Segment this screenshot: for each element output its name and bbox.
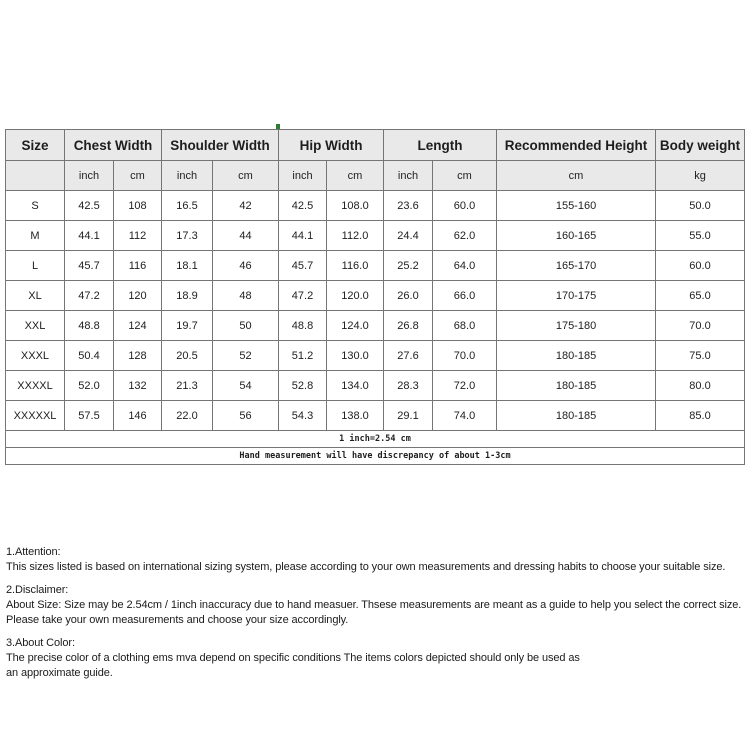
- notes-block: [6, 545, 746, 689]
- value-cell: 26.0: [384, 281, 433, 311]
- about-color-text-line2: an approximate guide.: [6, 667, 113, 679]
- value-cell: 54.3: [279, 401, 327, 431]
- disclaimer-text-line1: About Size: Size may be 2.54cm / 1inch inaccuracy due to hand measuer. Thsese measurements are meant as a guide to help you select the correct size.: [6, 599, 742, 611]
- value-cell: 19.7: [162, 311, 213, 341]
- value-cell: 42.5: [65, 191, 114, 221]
- unit-cell-cm: cm: [114, 161, 162, 191]
- value-cell: 70.0: [433, 341, 497, 371]
- unit-cell-cm: cm: [213, 161, 279, 191]
- value-cell: 45.7: [65, 251, 114, 281]
- value-cell: 165-170: [497, 251, 656, 281]
- attention-section: [6, 545, 746, 575]
- value-cell: 23.6: [384, 191, 433, 221]
- value-cell: 80.0: [656, 371, 745, 401]
- col-header-recommended-height: Recommended Height: [497, 130, 656, 161]
- value-cell: 56: [213, 401, 279, 431]
- value-cell: 50.0: [656, 191, 745, 221]
- value-cell: 108.0: [327, 191, 384, 221]
- value-cell: 132: [114, 371, 162, 401]
- value-cell: 112: [114, 221, 162, 251]
- value-cell: 68.0: [433, 311, 497, 341]
- value-cell: 52.8: [279, 371, 327, 401]
- value-cell: 112.0: [327, 221, 384, 251]
- table-row-xxl: [6, 311, 745, 341]
- value-cell: 75.0: [656, 341, 745, 371]
- unit-cell-inch: inch: [162, 161, 213, 191]
- value-cell: 18.9: [162, 281, 213, 311]
- disclaimer-heading: 2.Disclaimer:: [6, 584, 69, 596]
- table-unit-row: [6, 161, 745, 191]
- size-cell: S: [6, 191, 65, 221]
- size-cell: XXXL: [6, 341, 65, 371]
- unit-cell-inch: inch: [279, 161, 327, 191]
- col-header-hip-width: Hip Width: [279, 130, 384, 161]
- value-cell: 42.5: [279, 191, 327, 221]
- value-cell: 25.2: [384, 251, 433, 281]
- value-cell: 42: [213, 191, 279, 221]
- table-row-xxxxxl: [6, 401, 745, 431]
- unit-cell-empty: [6, 161, 65, 191]
- table-row-s: [6, 191, 745, 221]
- value-cell: 54: [213, 371, 279, 401]
- value-cell: 116: [114, 251, 162, 281]
- value-cell: 16.5: [162, 191, 213, 221]
- measurement-discrepancy-note: Hand measurement will have discrepancy of about 1-3cm: [6, 448, 745, 465]
- attention-heading: 1.Attention:: [6, 546, 61, 558]
- value-cell: 124: [114, 311, 162, 341]
- table-header-row: [6, 130, 745, 161]
- value-cell: 70.0: [656, 311, 745, 341]
- table-row-xl: [6, 281, 745, 311]
- value-cell: 17.3: [162, 221, 213, 251]
- table-row-m: [6, 221, 745, 251]
- value-cell: 55.0: [656, 221, 745, 251]
- value-cell: 48.8: [279, 311, 327, 341]
- table-row-xxxl: [6, 341, 745, 371]
- value-cell: 20.5: [162, 341, 213, 371]
- value-cell: 134.0: [327, 371, 384, 401]
- value-cell: 180-185: [497, 371, 656, 401]
- value-cell: 146: [114, 401, 162, 431]
- value-cell: 44.1: [279, 221, 327, 251]
- value-cell: 22.0: [162, 401, 213, 431]
- table-row-xxxxl: [6, 371, 745, 401]
- value-cell: 29.1: [384, 401, 433, 431]
- value-cell: 57.5: [65, 401, 114, 431]
- about-color-section: [6, 636, 746, 681]
- value-cell: 52: [213, 341, 279, 371]
- value-cell: 72.0: [433, 371, 497, 401]
- attention-text: This sizes listed is based on international sizing system, please according to your own measurements and dressing habits to choose your suitable size.: [6, 561, 726, 573]
- about-color-text-line1: The precise color of a clothing ems mva depend on specific conditions The items colors depicted should only be used as: [6, 652, 580, 664]
- value-cell: 170-175: [497, 281, 656, 311]
- value-cell: 47.2: [65, 281, 114, 311]
- col-header-length: Length: [384, 130, 497, 161]
- table-note-row: [6, 431, 745, 448]
- disclaimer-section: [6, 583, 746, 628]
- value-cell: 21.3: [162, 371, 213, 401]
- value-cell: 50.4: [65, 341, 114, 371]
- value-cell: 44.1: [65, 221, 114, 251]
- size-cell: XL: [6, 281, 65, 311]
- value-cell: 116.0: [327, 251, 384, 281]
- value-cell: 18.1: [162, 251, 213, 281]
- size-chart-table: [5, 129, 745, 465]
- size-cell: L: [6, 251, 65, 281]
- unit-cell-cm: cm: [433, 161, 497, 191]
- size-cell: M: [6, 221, 65, 251]
- value-cell: 180-185: [497, 341, 656, 371]
- value-cell: 66.0: [433, 281, 497, 311]
- value-cell: 124.0: [327, 311, 384, 341]
- size-cell: XXXXXL: [6, 401, 65, 431]
- size-cell: XXXXL: [6, 371, 65, 401]
- about-color-heading: 3.About Color:: [6, 637, 75, 649]
- table-row-l: [6, 251, 745, 281]
- value-cell: 85.0: [656, 401, 745, 431]
- unit-cell-kg: kg: [656, 161, 745, 191]
- value-cell: 60.0: [656, 251, 745, 281]
- value-cell: 52.0: [65, 371, 114, 401]
- value-cell: 24.4: [384, 221, 433, 251]
- value-cell: 74.0: [433, 401, 497, 431]
- col-header-size: Size: [6, 130, 65, 161]
- col-header-body-weight: Body weight: [656, 130, 745, 161]
- value-cell: 48: [213, 281, 279, 311]
- value-cell: 64.0: [433, 251, 497, 281]
- unit-cell-inch: inch: [65, 161, 114, 191]
- unit-cell-cm: cm: [497, 161, 656, 191]
- value-cell: 180-185: [497, 401, 656, 431]
- value-cell: 128: [114, 341, 162, 371]
- value-cell: 28.3: [384, 371, 433, 401]
- size-cell: XXL: [6, 311, 65, 341]
- value-cell: 45.7: [279, 251, 327, 281]
- col-header-shoulder-width: Shoulder Width: [162, 130, 279, 161]
- value-cell: 155-160: [497, 191, 656, 221]
- value-cell: 48.8: [65, 311, 114, 341]
- value-cell: 26.8: [384, 311, 433, 341]
- value-cell: 120.0: [327, 281, 384, 311]
- unit-cell-inch: inch: [384, 161, 433, 191]
- value-cell: 51.2: [279, 341, 327, 371]
- value-cell: 138.0: [327, 401, 384, 431]
- unit-cell-cm: cm: [327, 161, 384, 191]
- value-cell: 47.2: [279, 281, 327, 311]
- value-cell: 60.0: [433, 191, 497, 221]
- value-cell: 27.6: [384, 341, 433, 371]
- table-note-row: [6, 448, 745, 465]
- value-cell: 130.0: [327, 341, 384, 371]
- value-cell: 160-165: [497, 221, 656, 251]
- value-cell: 175-180: [497, 311, 656, 341]
- disclaimer-text-line2: Please take your own measurements and choose your size accordingly.: [6, 614, 349, 626]
- col-header-chest-width: Chest Width: [65, 130, 162, 161]
- value-cell: 62.0: [433, 221, 497, 251]
- value-cell: 50: [213, 311, 279, 341]
- value-cell: 46: [213, 251, 279, 281]
- inch-conversion-note: 1 inch=2.54 cm: [6, 431, 745, 448]
- value-cell: 65.0: [656, 281, 745, 311]
- value-cell: 120: [114, 281, 162, 311]
- value-cell: 108: [114, 191, 162, 221]
- value-cell: 44: [213, 221, 279, 251]
